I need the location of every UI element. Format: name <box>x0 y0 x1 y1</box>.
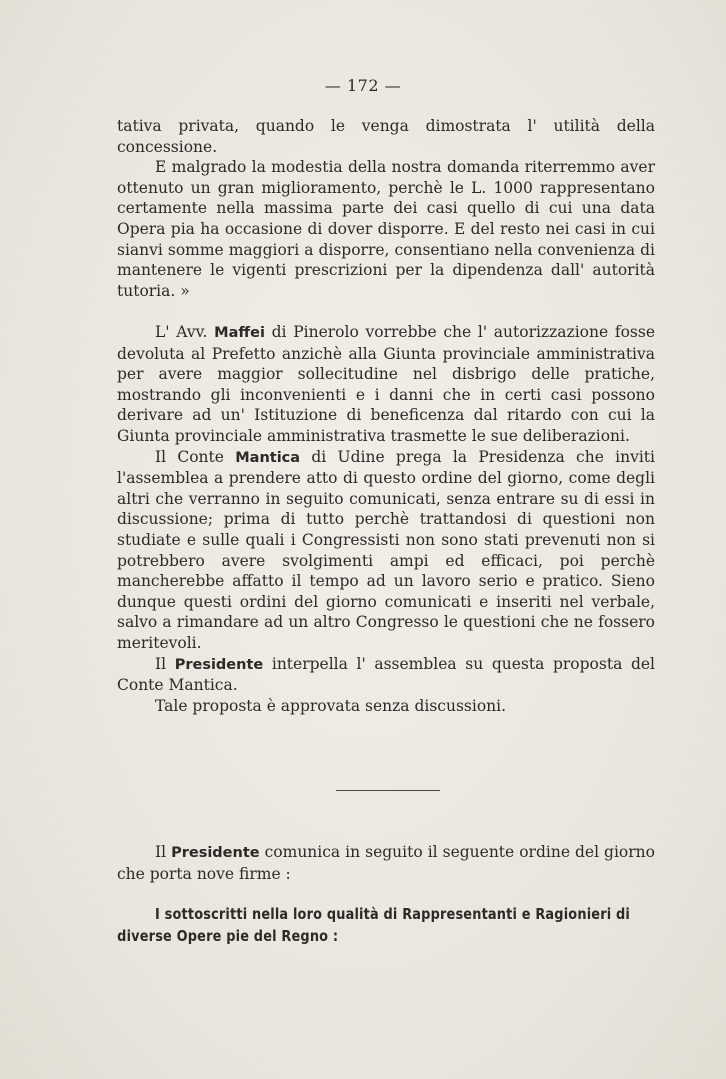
paragraph-text: di Udine prega la Presidenza che inviti l'assemblea a prendere atto di questo ordine del giorno, come degli altri che verranno in seguito comunicati, senza entrare su di essi in discussione; prima di tutto perchè trattandosi di questioni non studiate e sulle quali i Congressisti non sono stati prevenuti non si potrebbero avere svolgimenti ampi ed efficaci, poi perchè mancherebbe affatto il tempo ad un lavoro serio e pratico. Sieno dunque questi ordini del giorno comunicati e inseriti nel verbale, salvo a rimandare ad un altro Congresso le questioni che ne fossero meritevoli. <box>117 447 655 652</box>
paragraph-text: comunica in seguito il seguente ordine del giorno che porta nove firme : <box>117 843 655 883</box>
paragraph-text: Il <box>155 654 175 673</box>
paragraph: Tale proposta è approvata senza discussioni. <box>155 696 507 715</box>
paragraph-presidente <box>117 654 655 696</box>
paragraph-text: Il Conte <box>155 447 236 466</box>
speaker-name: Presidente <box>174 656 264 673</box>
paragraph: E malgrado la modestia della nostra domanda riterremmo aver ottenuto un gran miglioramento, perchè le L. 1000 rappresentano certamente nella massima parte dei casi quello di cui una data Opera pia ha occasione di dover disporre. E del resto nei casi in cui sianvi somme maggiori a disporre, consentiano nella convenienza di mantenere le vigenti prescrizioni per la dipendenza dall' autorità tutoria. » <box>117 158 655 300</box>
paragraph-maffei <box>117 322 655 447</box>
text-block-middle <box>117 322 655 716</box>
paragraph-text: Il <box>155 843 172 861</box>
paragraph-mantica <box>117 447 655 654</box>
paragraph-text: L' Avv. <box>155 323 215 341</box>
speaker-name: Presidente <box>171 845 260 861</box>
paragraph-presidente-comunica <box>117 842 655 884</box>
page-number: — 172 — <box>324 76 402 95</box>
paragraph-text: interpella l' assemblea su questa proposta del Conte Mantica. <box>117 654 655 695</box>
paragraph-text: di Pinerolo vorrebbe che l' autorizzazione fosse devoluta al Prefetto anzichè alla Giunta provinciale amministrativa per avere maggior sollecitudine nel disbrigo delle pratiche, mostrando gli inconvenienti e i danni che in certi casi possono derivare ad un' Istituzione di beneficenza dal ritardo con cui la Giunta provinciale amministrativa trasmette le sue deliberazioni. <box>117 323 656 445</box>
text-block-bottom <box>117 842 655 884</box>
speaker-name: Mantica <box>235 449 301 466</box>
section-divider <box>336 790 440 791</box>
motion-heading-line: I sottoscritti nella loro qualità di Rappresentanti e Ragionieri di <box>155 905 631 923</box>
motion-heading-line: diverse Opere pie del Regno : <box>117 927 339 945</box>
paragraph: tativa privata, quando le venga dimostrata l' utilità della concessione. <box>117 117 655 156</box>
text-block-top <box>117 116 655 301</box>
speaker-name: Maffei <box>214 325 265 341</box>
motion-heading <box>117 903 656 947</box>
